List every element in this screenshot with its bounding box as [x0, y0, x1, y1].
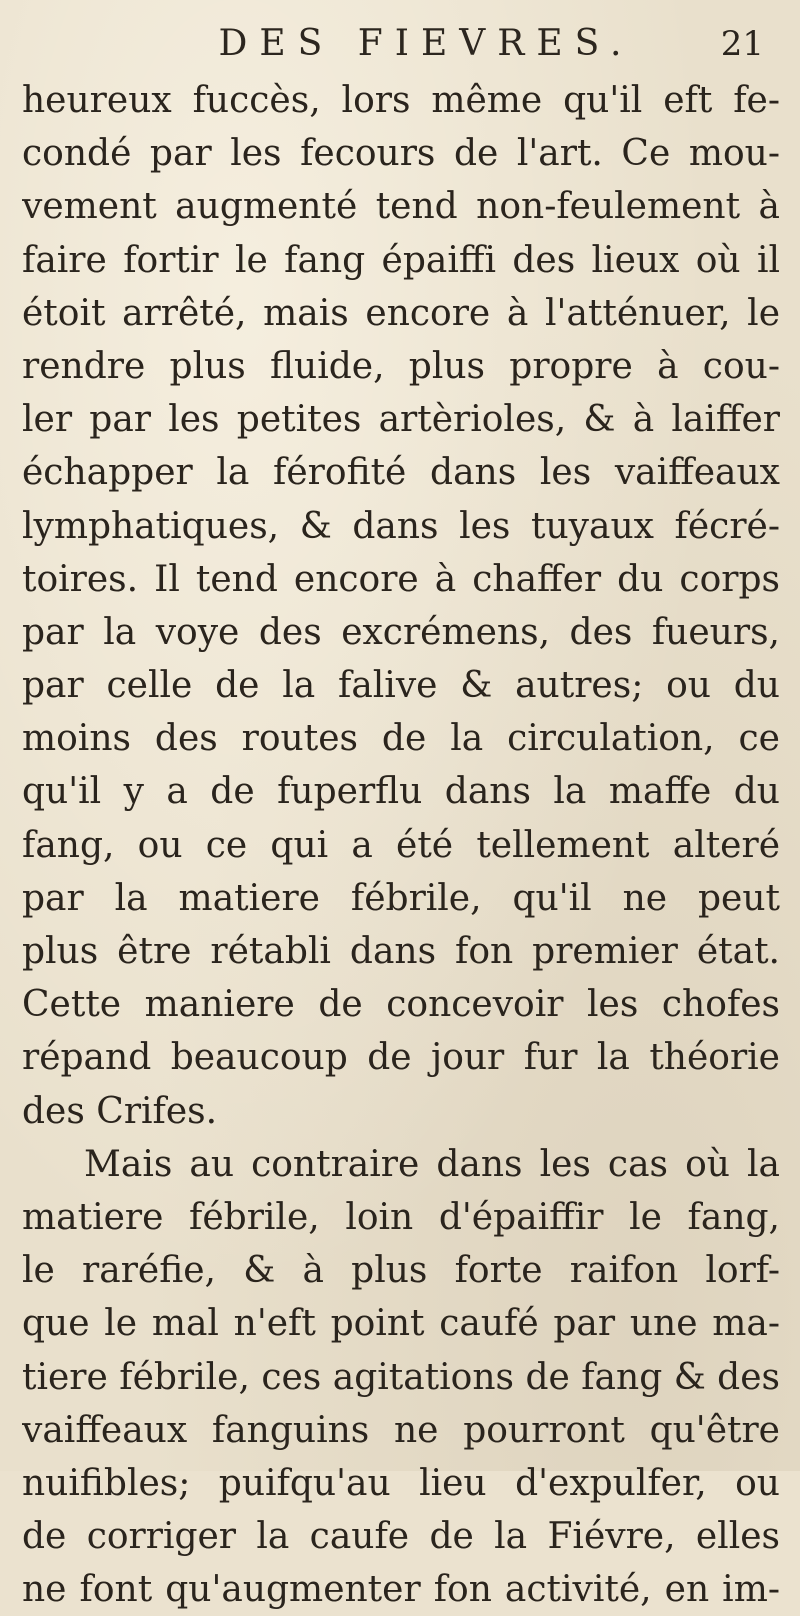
- text-line: faire fortir le fang épaiffi des lieux où il: [22, 239, 780, 281]
- text-line: toires. Il tend encore à chaffer du corps: [22, 558, 780, 600]
- text-line: fang, ou ce qui a été tellement alteré: [22, 824, 780, 866]
- text-line: que le mal n'eft point caufé par une ma-: [22, 1303, 780, 1345]
- text-line: Cette maniere de concevoir les chofes: [22, 984, 780, 1026]
- text-line: vement augmenté tend non-feulement à: [22, 186, 780, 228]
- page-number: 21: [720, 24, 764, 64]
- text-line: heureux fuccès, lors même qu'il eft fe-: [22, 80, 780, 121]
- text-line: de corriger la caufe de la Fiévre, elles: [22, 1516, 780, 1558]
- text-line: vaiffeaux fanguins ne pourront qu'être: [22, 1409, 780, 1451]
- text-line: par la voye des excrémens, des fueurs,: [22, 611, 780, 653]
- paragraph-start-line: Mais au contraire dans les cas où la: [84, 1143, 780, 1185]
- text-line: lymphatiques, & dans les tuyaux fécré-: [22, 505, 780, 547]
- text-line: échapper la férofité dans les vaiffeaux: [22, 452, 780, 494]
- text-line: nuifibles; puifqu'au lieu d'expulfer, ou: [22, 1462, 780, 1504]
- text-line: par la matiere fébrile, qu'il ne peut: [22, 877, 780, 919]
- text-line: le raréfie, & à plus forte raifon lorf-: [22, 1250, 780, 1292]
- text-line: ler par les petites artèrioles, & à laiffer: [22, 399, 780, 441]
- page-header: [80, 22, 772, 66]
- text-line: qu'il y a de fuperflu dans la maffe du: [22, 771, 780, 813]
- text-line: ne font qu'augmenter fon activité, en im-: [22, 1569, 780, 1611]
- text-line: répand beaucoup de jour fur la théorie: [22, 1037, 780, 1079]
- text-line: rendre plus fluide, plus propre à cou-: [22, 345, 780, 387]
- text-line: plus être rétabli dans fon premier état.: [22, 931, 780, 972]
- text-line: moins des routes de la circulation, ce: [22, 718, 780, 760]
- running-title: DES FIEVRES.: [218, 23, 634, 64]
- text-line: tiere fébrile, ces agitations de fang & des: [22, 1356, 780, 1398]
- paragraph-end-line: des Crifes.: [22, 1090, 218, 1132]
- body-text: [22, 74, 780, 1616]
- text-line: par celle de la falive & autres; ou du: [22, 665, 780, 707]
- text-line: condé par les fecours de l'art. Ce mou-: [22, 133, 780, 175]
- text-line: matiere fébrile, loin d'épaiffir le fang,: [22, 1196, 780, 1238]
- text-line: étoit arrêté, mais encore à l'atténuer, le: [22, 292, 780, 334]
